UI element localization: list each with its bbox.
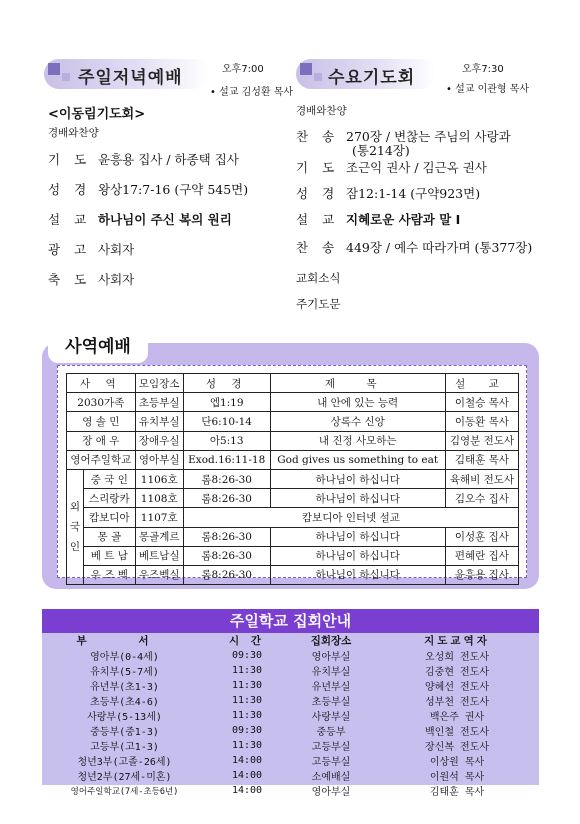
ministry-place: 몽골계르 — [135, 527, 183, 546]
row-value: 449장 / 예수 따라가며 (통377장) — [346, 240, 533, 255]
school-time: 11:30 — [231, 695, 263, 706]
school-time: 11:30 — [231, 740, 263, 751]
ministry-topic: 하나님이 하십니다 — [270, 565, 445, 584]
ministry-name: 우 즈 벡 — [84, 565, 136, 584]
wednesday-title: 수요기도회 — [328, 68, 416, 88]
wednesday-time: 오후7:30 — [462, 64, 504, 75]
school-leader: 김중현 전도사 — [425, 667, 489, 678]
school-dept: 중등부(중1-3) — [90, 727, 159, 738]
ministry-preacher: 김태훈 목사 — [445, 450, 518, 469]
school-time: 11:30 — [231, 710, 263, 721]
ministry-name: 영어주일학교 — [67, 450, 136, 469]
school-row — [42, 738, 539, 753]
ministry-topic: 내 안에 있는 능력 — [270, 393, 445, 412]
ministry-row — [67, 527, 519, 546]
wednesday-row — [296, 158, 487, 176]
col-header: 시 간 — [229, 635, 265, 647]
row-value: 사회자 — [98, 272, 135, 287]
ministry-row — [67, 450, 519, 469]
school-place: 사랑부실 — [311, 712, 351, 723]
col-header: 부 서 — [76, 635, 173, 647]
ministry-bible: 엡1:19 — [183, 393, 270, 412]
col-header: 사 역 — [67, 374, 136, 393]
ministry-row — [67, 565, 519, 584]
school-title: 주일학교 집회안내 — [42, 609, 539, 633]
school-leader: 김태훈 목사 — [429, 787, 485, 798]
col-header: 모임장소 — [135, 374, 183, 393]
ministry-place: 장애우실 — [135, 431, 183, 450]
school-leader: 성부천 전도사 — [425, 697, 489, 708]
evening-time: 오후7:00 — [222, 64, 264, 75]
school-row — [42, 708, 539, 723]
school-time: 14:00 — [231, 785, 263, 796]
col-header: 제 목 — [270, 374, 445, 393]
evening-title: 주일저녁예배 — [78, 68, 183, 88]
banner-decoration — [62, 73, 70, 81]
foreigner-group-label — [67, 469, 84, 584]
school-place: 영아부실 — [311, 787, 351, 798]
ministry-place: 1106호 — [135, 469, 183, 488]
school-row — [42, 783, 539, 798]
row-value: 잠12:1-14 (구약923면) — [346, 186, 481, 201]
ministry-preacher: 이성훈 집사 — [445, 527, 518, 546]
school-row — [42, 693, 539, 708]
wednesday-hymn1-sub: (통214장) — [352, 143, 410, 158]
ministry-name: 몽 골 — [84, 527, 136, 546]
wednesday-row — [296, 184, 480, 202]
ministry-row — [67, 469, 519, 488]
row-value: 윤흥용 집사 / 하종택 집사 — [98, 152, 239, 167]
school-time: 14:00 — [231, 755, 263, 766]
school-place: 고등부실 — [311, 757, 351, 768]
col-header: 집회장소 — [310, 635, 352, 647]
ministry-topic: 하나님이 하십니다 — [270, 469, 445, 488]
school-leader: 오성희 전도사 — [425, 652, 489, 663]
ministry-place: 우즈벡실 — [135, 565, 183, 584]
ministry-row — [67, 431, 519, 450]
wednesday-choir: 경배와찬양 — [296, 105, 347, 117]
school-place: 유년부실 — [311, 682, 351, 693]
ministry-name: 2030가족 — [67, 393, 136, 412]
ministry-topic: 하나님이 하십니다 — [270, 546, 445, 565]
school-dept: 청년3부(고졸-26세) — [77, 757, 172, 768]
wednesday-preacher: • 설교 이관형 목사 — [446, 84, 530, 95]
row-value: 270장 / 변찮는 주님의 사랑과 — [346, 129, 511, 144]
ministry-topic: 상록수 신앙 — [270, 412, 445, 431]
ministry-preacher: 김오수 집사 — [445, 489, 518, 508]
ministry-topic: 내 진정 사모하는 — [270, 431, 445, 450]
ministry-place: 초등부실 — [135, 393, 183, 412]
ministry-preacher: 육해비 전도사 — [445, 469, 518, 488]
school-place: 소예배실 — [311, 772, 351, 783]
ministry-name: 베 트 남 — [84, 546, 136, 565]
wednesday-news: 교회소식 — [296, 271, 341, 285]
row-key: 설교 — [296, 212, 349, 227]
school-table — [42, 633, 539, 798]
evening-preacher: • 설교 김성환 목사 — [210, 87, 294, 98]
school-place: 초등부실 — [311, 697, 351, 708]
ministry-row — [67, 508, 519, 527]
ministry-bible: 롬8:26-30 — [183, 546, 270, 565]
school-place: 고등부실 — [311, 742, 351, 753]
ministry-name: 스리랑카 — [84, 489, 136, 508]
ministry-bible: 롬8:26-30 — [183, 469, 270, 488]
ministry-bible: 아5:13 — [183, 431, 270, 450]
school-row — [42, 723, 539, 738]
school-dept: 사랑부(5-13세) — [87, 712, 162, 723]
school-leader: 양혜선 전도사 — [425, 682, 489, 693]
ministry-name: 장 애 우 — [67, 431, 136, 450]
group-label-text: 외국인 — [69, 501, 81, 553]
school-row — [42, 753, 539, 768]
school-leader: 이원석 목사 — [429, 772, 485, 783]
school-dept: 초등부(초4-6) — [90, 697, 159, 708]
school-dept: 고등부(고1-3) — [90, 742, 159, 753]
evening-row — [48, 240, 134, 258]
row-value: 왕상17:7-16 (구약 545면) — [98, 182, 249, 197]
row-value: 조근익 권사 / 김근옥 권사 — [346, 160, 487, 175]
school-dept: 유치부(5-7세) — [90, 667, 159, 678]
row-key: 광고 — [48, 242, 101, 257]
evening-subtitle: <이동림기도회> — [48, 107, 146, 122]
school-row — [42, 648, 539, 663]
school-leader: 백인철 전도사 — [425, 727, 489, 738]
school-leader: 장신복 전도사 — [425, 742, 489, 753]
school-dept: 청년2부(27세-미혼) — [77, 772, 172, 783]
col-header: 성 경 — [183, 374, 270, 393]
ministry-name: 캄보디아 — [84, 508, 136, 527]
evening-choir: 경배와찬양 — [48, 127, 99, 139]
school-time: 09:30 — [231, 650, 263, 661]
ministry-preacher: 김영분 전도사 — [445, 431, 518, 450]
ministry-name: 영 솔 민 — [67, 412, 136, 431]
evening-row — [48, 180, 248, 198]
evening-row — [48, 210, 232, 228]
evening-row — [48, 270, 134, 288]
ministry-place: 1107호 — [135, 508, 183, 527]
col-header: 설 교 — [445, 374, 518, 393]
ministry-bible: Exod.16:11-18 — [183, 450, 270, 469]
row-key: 성경 — [48, 182, 101, 197]
school-dept: 유년부(초1-3) — [90, 682, 159, 693]
row-key: 찬송 — [296, 240, 349, 255]
row-key: 축도 — [48, 272, 101, 287]
row-key: 성경 — [296, 186, 349, 201]
school-row — [42, 678, 539, 693]
wednesday-row — [296, 210, 460, 228]
row-value: 하나님이 주신 복의 원리 — [98, 212, 232, 227]
school-row — [42, 768, 539, 783]
ministry-preacher: 편혜란 집사 — [445, 546, 518, 565]
school-dept: 영어주일학교(7세-초등6년) — [70, 786, 179, 797]
ministry-topic: 하나님이 하십니다 — [270, 527, 445, 546]
school-row — [42, 663, 539, 678]
school-leader: 이상원 목사 — [429, 757, 485, 768]
ministry-preacher: 이철승 목사 — [445, 393, 518, 412]
banner-decoration — [300, 63, 312, 75]
school-leader: 백은주 권사 — [429, 712, 485, 723]
ministry-preacher: 윤흥용 집사 — [445, 565, 518, 584]
ministry-place: 1108호 — [135, 489, 183, 508]
row-value: 사회자 — [98, 242, 135, 257]
ministry-title: 사역예배 — [48, 331, 148, 363]
ministry-row — [67, 393, 519, 412]
ministry-row — [67, 412, 519, 431]
ministry-row — [67, 546, 519, 565]
school-time: 14:00 — [231, 770, 263, 781]
ministry-topic: 캄보디아 인터넷 설교 — [183, 508, 518, 527]
ministry-bible: 롬8:26-30 — [183, 489, 270, 508]
row-key: 기도 — [48, 152, 101, 167]
school-time: 09:30 — [231, 725, 263, 736]
ministry-row — [67, 489, 519, 508]
school-dept: 영아부(0-4세) — [90, 652, 159, 663]
ministry-place: 베트남실 — [135, 546, 183, 565]
row-value: 지혜로운 사람과 말 Ⅰ — [346, 212, 461, 227]
col-header: 지도교역자 — [424, 635, 490, 647]
wednesday-lords-prayer: 주기도문 — [296, 297, 341, 311]
school-time: 11:30 — [231, 665, 263, 676]
banner-decoration — [314, 73, 322, 81]
evening-row — [48, 150, 239, 168]
row-key: 설교 — [48, 212, 101, 227]
wednesday-row — [296, 238, 532, 256]
ministry-bible: 롬8:26-30 — [183, 527, 270, 546]
ministry-preacher: 이동환 목사 — [445, 412, 518, 431]
school-place: 중등부 — [316, 727, 346, 738]
ministry-place: 영아부실 — [135, 450, 183, 469]
ministry-bible: 롬8:26-30 — [183, 565, 270, 584]
ministry-place: 유치부실 — [135, 412, 183, 431]
school-time: 11:30 — [231, 680, 263, 691]
school-place: 유치부실 — [311, 667, 351, 678]
ministry-table — [66, 373, 519, 585]
ministry-name: 중 국 인 — [84, 469, 136, 488]
ministry-topic: 하나님이 하십니다 — [270, 489, 445, 508]
ministry-bible: 단6:10-14 — [183, 412, 270, 431]
school-place: 영아부실 — [311, 652, 351, 663]
ministry-topic: God gives us something to eat — [270, 450, 445, 469]
row-key: 찬송 — [296, 129, 349, 144]
banner-decoration — [48, 63, 60, 75]
row-key: 기도 — [296, 160, 349, 175]
